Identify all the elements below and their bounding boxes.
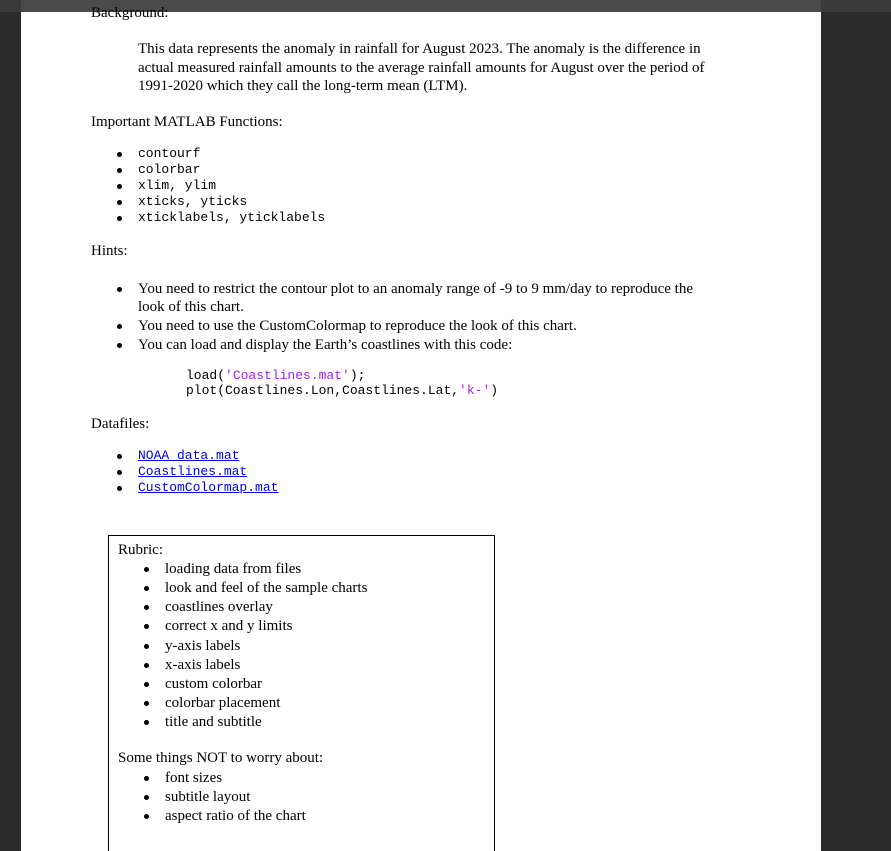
function-item: xlim, ylim [138, 178, 217, 193]
code-string: 'k-' [459, 383, 491, 398]
bullet-icon [117, 200, 122, 205]
bullet-icon [117, 152, 122, 157]
bullet-icon [144, 720, 149, 725]
hint-item: You need to use the CustomColormap to reproduce the look of this chart. [138, 318, 577, 334]
function-item: colorbar [138, 162, 201, 177]
background-paragraph: This data represents the anomaly in rainfall for August 2023. The anomaly is the difference in actual measured rainfall amounts to the average rainfall amounts for August over the period of 1991-2020 which they call the long-term mean (LTM). [138, 41, 705, 94]
datafile-link-coastlines[interactable]: Coastlines.mat [138, 464, 248, 479]
not-worry-item: aspect ratio of the chart [165, 808, 306, 824]
datafiles-heading: Datafiles: [91, 416, 150, 432]
bullet-icon [117, 216, 122, 221]
bullet-icon [144, 682, 149, 687]
document-page [21, 0, 821, 851]
function-item: contourf [138, 146, 201, 161]
code-text: ); [349, 368, 366, 383]
bullet-icon [117, 324, 122, 329]
rubric-item: correct x and y limits [165, 618, 293, 634]
bullet-icon [144, 663, 149, 668]
datafile-link-noaa-data[interactable]: NOAA_data.mat [138, 448, 240, 463]
bullet-icon [144, 605, 149, 610]
bullet-icon [117, 287, 122, 292]
bullet-icon [144, 567, 149, 572]
hints-heading: Hints: [91, 243, 128, 259]
rubric-item: x-axis labels [165, 657, 241, 673]
hint-item: You need to restrict the contour plot to an anomaly range of -9 to 9 mm/day to reproduce the [138, 281, 693, 297]
rubric-item: loading data from files [165, 561, 302, 577]
bullet-icon [117, 470, 122, 475]
code-line [186, 383, 498, 399]
hint-item-continued: look of this chart. [138, 299, 244, 315]
rubric-item: custom colorbar [165, 676, 263, 692]
not-worry-item: font sizes [165, 770, 223, 786]
rubric-item: colorbar placement [165, 695, 281, 711]
bullet-icon [117, 168, 122, 173]
bullet-icon [144, 624, 149, 629]
function-item: xticklabels, yticklabels [138, 210, 326, 225]
bullet-icon [144, 795, 149, 800]
not-worry-heading: Some things NOT to worry about: [118, 750, 324, 766]
bullet-icon [144, 701, 149, 706]
bullet-icon [117, 454, 122, 459]
bullet-icon [144, 814, 149, 819]
code-text: ) [490, 383, 499, 398]
functions-heading: Important MATLAB Functions: [91, 114, 283, 130]
code-string: 'Coastlines.mat' [225, 368, 350, 383]
bullet-icon [117, 184, 122, 189]
rubric-item: y-axis labels [165, 638, 241, 654]
datafile-link-custom-colormap[interactable]: CustomColormap.mat [138, 480, 279, 495]
rubric-heading: Rubric: [118, 542, 163, 558]
function-item: xticks, yticks [138, 194, 248, 209]
hint-item: You can load and display the Earth’s coastlines with this code: [138, 337, 513, 353]
bullet-icon [144, 644, 149, 649]
code-text: plot(Coastlines.Lon,Coastlines.Lat, [186, 383, 460, 398]
bullet-icon [144, 586, 149, 591]
not-worry-item: subtitle layout [165, 789, 251, 805]
rubric-item: coastlines overlay [165, 599, 273, 615]
code-text: load( [186, 368, 226, 383]
rubric-box [108, 535, 495, 851]
bullet-icon [144, 776, 149, 781]
bullet-icon [117, 486, 122, 491]
code-line [186, 368, 365, 384]
rubric-item: title and subtitle [165, 714, 262, 730]
background-heading: Background: [91, 5, 169, 21]
bullet-icon [117, 343, 122, 348]
rubric-item: look and feel of the sample charts [165, 580, 368, 596]
